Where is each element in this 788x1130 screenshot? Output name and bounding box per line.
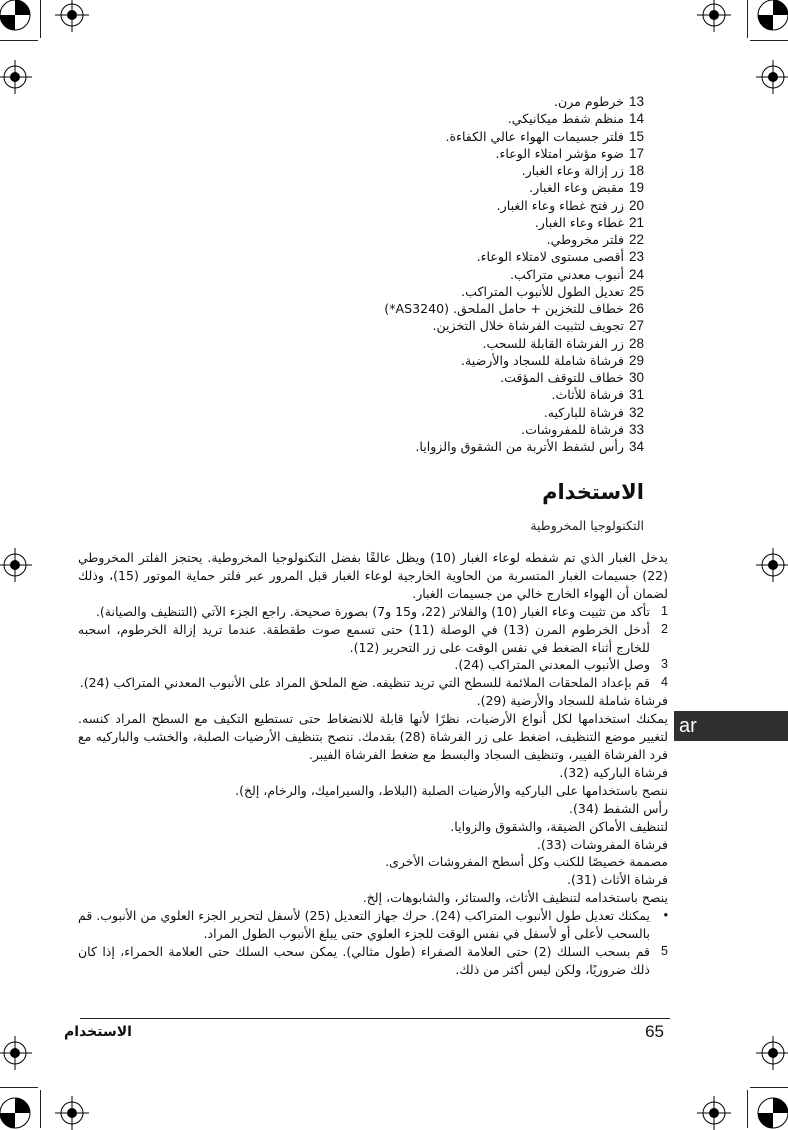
crop-mark xyxy=(750,40,788,41)
step-item xyxy=(78,674,668,692)
part-label: ضوء مؤشر امتلاء الوعاء. xyxy=(495,145,624,161)
footer-rule xyxy=(80,1018,670,1019)
step-item xyxy=(78,943,668,979)
registration-mark-icon xyxy=(756,548,788,582)
section-heading: الاستخدام xyxy=(542,480,644,504)
registration-mark-icon xyxy=(756,1096,788,1130)
parts-list-item xyxy=(124,421,644,438)
parts-list-item xyxy=(124,128,644,145)
accessory-title: فرشاة الباركيه (32). xyxy=(559,764,668,780)
parts-list xyxy=(124,93,644,455)
step-text: تأكد من تثبيت وعاء الغبار (10) والفلاتر (22، و15 و7) بصورة صحيحة. راجع الجزء الآتي (التنظيف والصيانة). xyxy=(95,603,650,619)
parts-list-item xyxy=(124,438,644,455)
accessory-description: مصممة خصيصًا للكنب وكل أسطح المفروشات الأخرى. xyxy=(385,854,668,870)
crop-mark xyxy=(747,1090,748,1128)
part-label: خطاف للتخزين + حامل الملحق. (AS3240*) xyxy=(384,301,624,316)
part-label: خطاف للتوقف المؤقت. xyxy=(500,370,624,385)
part-number: 19 xyxy=(628,180,644,196)
parts-list-item xyxy=(124,197,644,214)
part-number: 21 xyxy=(628,214,644,230)
part-label: فلتر جسيمات الهواء عالي الكفاءة. xyxy=(445,128,624,144)
step-number: 2 xyxy=(661,621,668,636)
part-label: فرشاة شاملة للسجاد والأرضية. xyxy=(461,352,624,368)
crop-mark xyxy=(750,1087,788,1088)
step-text: أدخل الخرطوم المرن (13) في الوصلة (11) حتى تسمع صوت طقطقة. عندما تريد إزالة الخرطوم، اسحبه للخارج أثناء الضغط في نفس الوقت على زر التحرير (12). xyxy=(78,621,650,655)
section-subheading: التكنولوجيا المخروطية xyxy=(530,518,644,533)
part-number: 31 xyxy=(628,387,644,403)
part-label: مقبض وعاء الغبار. xyxy=(529,180,624,196)
parts-list-item xyxy=(124,266,644,283)
part-number: 28 xyxy=(628,335,644,351)
bullet-marker: • xyxy=(663,908,668,923)
part-number: 33 xyxy=(628,421,644,437)
parts-list-item xyxy=(124,110,644,127)
part-label: فرشاة للباركيه. xyxy=(543,404,624,420)
parts-list-item xyxy=(124,145,644,162)
parts-list-item xyxy=(124,300,644,317)
part-number: 32 xyxy=(628,404,644,420)
step-item xyxy=(78,621,668,657)
part-label: غطاء وعاء الغبار. xyxy=(534,214,624,230)
registration-mark-icon xyxy=(0,1096,32,1130)
part-label: فرشاة للأثاث. xyxy=(551,387,624,403)
part-number: 15 xyxy=(628,128,644,144)
language-tab: ar xyxy=(674,711,788,741)
crop-mark xyxy=(40,0,41,38)
part-label: تعديل الطول للأنبوب المتراكب. xyxy=(461,283,624,299)
parts-list-item xyxy=(124,231,644,248)
accessory-title: فرشاة شاملة للسجاد والأرضية (29). xyxy=(476,693,668,709)
step-text: وصل الأنبوب المعدني المتراكب (24). xyxy=(454,657,650,673)
part-label: رأس لشفط الأتربة من الشقوق والزوايا. xyxy=(415,439,624,454)
part-number: 17 xyxy=(628,145,644,161)
crop-mark xyxy=(747,0,748,38)
footer-section-title: الاستخدام xyxy=(64,1024,132,1040)
parts-list-item xyxy=(124,404,644,421)
part-label: زر إزالة وعاء الغبار. xyxy=(521,163,624,178)
intro-paragraph: يدخل الغبار الذي تم شفطه لوعاء الغبار (10) ويظل عالقًا بفضل التكنولوجيا المخروطية. يحتجز الفلتر المخروطي (22) جسيمات الغبار المتسربة من الحاوية الخارجية لوعاء الغبار قبل المرور عبر فلتر حماية الموتور (15)، وذلك لضمان أن الهواء الخارج خالي من جسيمات الغبار. xyxy=(78,550,668,601)
part-number: 22 xyxy=(628,232,644,247)
part-number: 23 xyxy=(628,249,644,265)
accessory-description: لتنظيف الأماكن الضيقة، والشقوق والزوايا. xyxy=(450,818,668,834)
parts-list-item xyxy=(124,248,644,265)
part-label: تجويف لتثبيت الفرشاة خلال التخزين. xyxy=(432,318,624,334)
step-item xyxy=(78,656,668,674)
registration-mark-icon xyxy=(0,548,32,582)
part-number: 20 xyxy=(628,197,644,213)
page-number: 65 xyxy=(645,1022,664,1041)
step-text: قم بإعداد الملحقات الملائمة للسطح التي تريد تنظيفه. ضع الملحق المراد على الأنبوب المعدني المتراكب (24). xyxy=(79,675,650,691)
parts-list-item xyxy=(124,352,644,369)
part-label: فلتر مخروطي. xyxy=(546,232,624,247)
accessory-description: ننصح باستخدامها على الباركيه والأرضيات الصلبة (البلاط، والسيراميك، والرخام، إلخ). xyxy=(235,782,668,798)
accessory-description: يمكنك استخدامها لكل أنواع الأرضيات، نظرًا لأنها قابلة للانضغاط حتى تستطيع التكيف مع السطح المراد كنسه. لتغيير موضع التنظيف، اضغط على زر الفرشاة (28) بقدمك. ننصح بتنظيف الأرضيات الصلبة، والخشب والباركيه مع فرد الفرشاة الفيبر، وتنظيف السجاد والبسط مع ضغط الفرشاة الفيبر. xyxy=(78,711,668,762)
accessory-title: رأس الشفط (34). xyxy=(569,800,668,816)
registration-mark-icon xyxy=(0,60,32,94)
step-text: قم بسحب السلك (2) حتى العلامة الصفراء (طول مثالي). يمكن سحب السلك حتى العلامة الحمراء، إذا كان ذلك ضروريًا، ولكن ليس أكثر من ذلك. xyxy=(78,943,651,977)
part-number: 25 xyxy=(628,283,644,299)
parts-list-item xyxy=(124,214,644,231)
part-number: 30 xyxy=(628,370,644,385)
accessory-title: فرشاة المفروشات (33). xyxy=(536,836,668,852)
crop-mark xyxy=(40,1090,41,1128)
registration-mark-icon xyxy=(0,0,32,32)
registration-mark-icon xyxy=(697,1096,731,1130)
parts-list-item xyxy=(124,386,644,403)
registration-mark-icon xyxy=(756,0,788,32)
part-label: خرطوم مرن. xyxy=(553,94,624,109)
parts-list-item xyxy=(124,335,644,352)
accessory-description: ينصح باستخدامه لتنظيف الأثاث، والستائر، والشابوهات، إلخ. xyxy=(362,890,668,906)
part-number: 34 xyxy=(628,439,644,454)
part-number: 29 xyxy=(628,352,644,368)
step-item xyxy=(78,603,668,621)
part-number: 26 xyxy=(628,301,644,316)
parts-list-item xyxy=(124,369,644,386)
part-label: زر الفرشاة القابلة للسحب. xyxy=(482,335,624,351)
part-label: فرشاة للمفروشات. xyxy=(521,421,624,437)
parts-list-item xyxy=(124,162,644,179)
registration-mark-icon xyxy=(756,1036,788,1070)
bullet-text: يمكنك تعديل طول الأنبوب المتراكب (24). حرك جهاز التعديل (25) لأسفل لتحرير الجزء العلوي من الأنبوب. قم بالسحب لأعلى أو لأسفل في نفس الوقت للجزء العلوي حتى يبلغ الأنبوب الطول المراد. xyxy=(78,908,650,942)
registration-mark-icon xyxy=(0,1036,32,1070)
step-number: 5 xyxy=(661,943,668,958)
part-number: 27 xyxy=(628,318,644,334)
part-number: 13 xyxy=(628,94,644,109)
bullet-note xyxy=(78,907,668,943)
part-label: منظم شفط ميكانيكي. xyxy=(507,111,624,127)
step-number: 1 xyxy=(661,603,668,618)
parts-list-item xyxy=(124,317,644,334)
step-number: 4 xyxy=(661,675,668,690)
accessory-title: فرشاة الأثاث (31). xyxy=(567,872,668,888)
registration-mark-icon xyxy=(55,1096,89,1130)
registration-mark-icon xyxy=(55,0,89,32)
registration-mark-icon xyxy=(756,60,788,94)
part-label: أقصى مستوى لامتلاء الوعاء. xyxy=(476,249,624,265)
part-label: أنبوب معدني متراكب. xyxy=(510,266,624,282)
crop-mark xyxy=(0,40,38,41)
crop-mark xyxy=(0,1087,38,1088)
instructions-body xyxy=(78,549,668,979)
parts-list-item xyxy=(124,93,644,110)
part-number: 14 xyxy=(628,111,644,127)
parts-list-item xyxy=(124,283,644,300)
step-number: 3 xyxy=(661,657,668,672)
part-number: 18 xyxy=(628,163,644,178)
registration-mark-icon xyxy=(697,0,731,32)
parts-list-item xyxy=(124,179,644,196)
part-label: زر فتح غطاء وعاء الغبار. xyxy=(496,197,624,213)
part-number: 24 xyxy=(628,266,644,282)
